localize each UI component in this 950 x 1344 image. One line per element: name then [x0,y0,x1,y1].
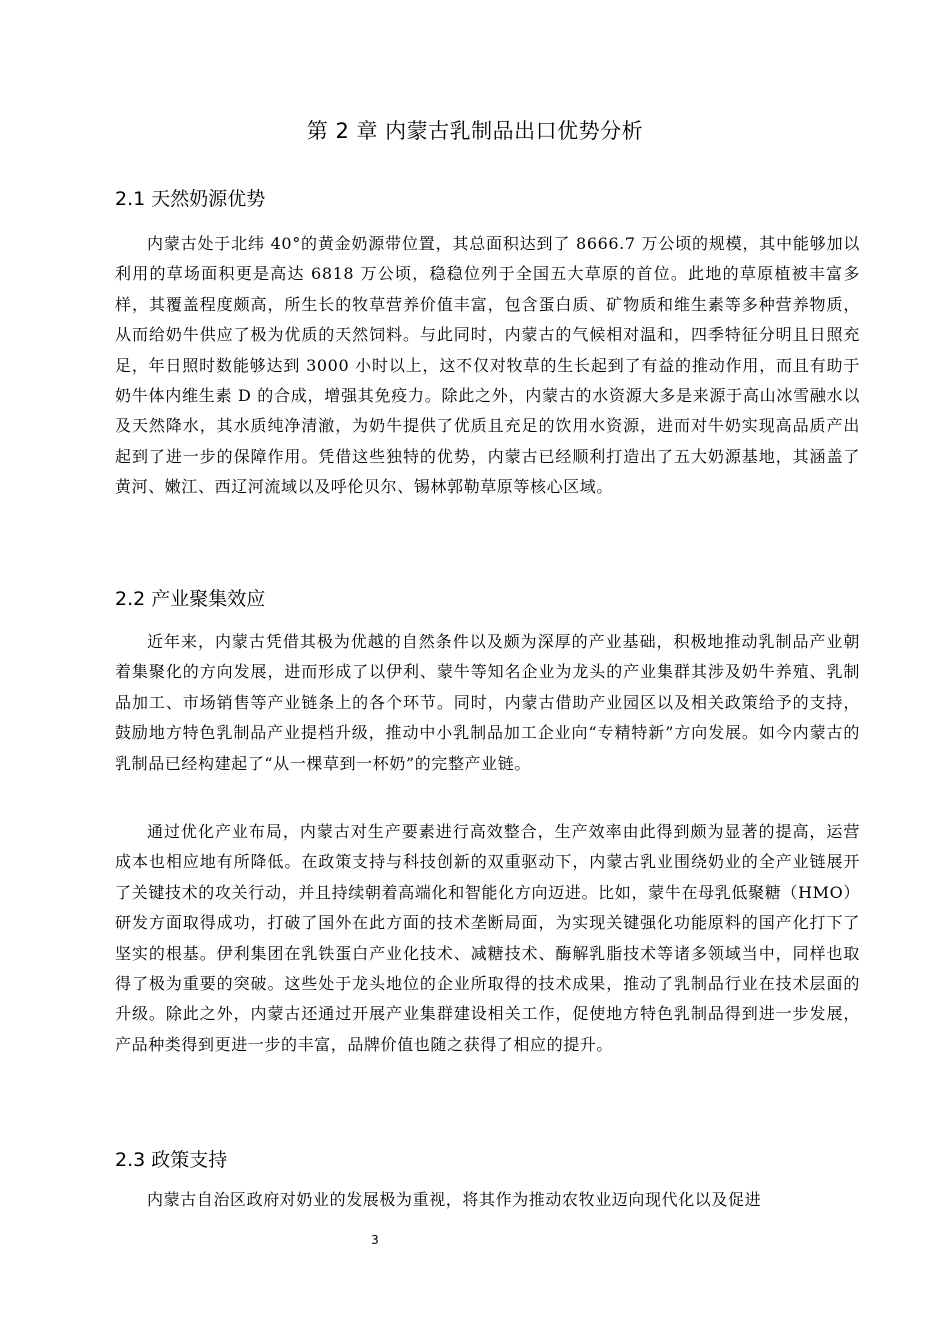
chapter-title: 第 2 章 内蒙古乳制品出口优势分析 [306,119,644,143]
section-2-2-paragraph-2: 通过优化产业布局，内蒙古对生产要素进行高效整合，生产效率由此得到颇为显著的提高，运营成本也相应地有所降低。在政策支持与科技创新的双重驱动下，内蒙古乳业围绕奶业的全产业链展开了关键技术的攻关行动，并且持续朝着高端化和智能化方向迈进。比如，蒙牛在母乳低聚糖（HMO）研发方面取得成功，打破了国外在此方面的技术垄断局面，为实现关键强化功能原料的国产化打下了坚实的根基。伊利集团在乳铁蛋白产业化技术、减糖技术、酶解乳脂技术等诸多领域当中，同样也取得了极为重要的突破。这些处于龙头地位的企业所取得的技术成果，推动了乳制品行业在技术层面的升级。除此之外，内蒙古还通过开展产业集群建设相关工作，促使地方特色乳制品得到进一步发展，产品种类得到更进一步的丰富，品牌价值也随之获得了相应的提升。 [115,822,860,1054]
section-heading-2-1: 2.1 天然奶源优势 [115,188,266,210]
section-2-1-paragraph-1: 内蒙古处于北纬 40°的黄金奶源带位置，其总面积达到了 8666.7 万公顷的规模，其中能够加以利用的草场面积更是高达 6818 万公顷，稳稳位列于全国五大草原的首位。此地的草原植被丰富多样，其覆盖程度颇高，所生长的牧草营养价值丰富，包含蛋白质、矿物质和维生素等多种营养物质，从而给奶牛供应了极为优质的天然饲料。与此同时，内蒙古的气候相对温和，四季特征分明且日照充足，年日照时数能够达到 3000 小时以上，这不仅对牧草的生长起到了有益的推动作用，而且有助于奶牛体内维生素 D 的合成，增强其免疫力。除此之外，内蒙古的水资源大多是来源于高山冰雪融水以及天然降水，其水质纯净清澈，为奶牛提供了优质且充足的饮用水资源，进而对牛奶实现高品质产出起到了进一步的保障作用。凭借这些独特的优势，内蒙古已经顺利打造出了五大奶源基地，其涵盖了黄河、嫩江、西辽河流域以及呼伦贝尔、锡林郭勒草原等核心区域。 [115,234,860,497]
page-number: 3 [371,1233,379,1247]
section-2-3-paragraph-1: 内蒙古自治区政府对奶业的发展极为重视，将其作为推动农牧业迈向现代化以及促进 [147,1190,762,1209]
section-heading-2-3: 2.3 政策支持 [115,1149,228,1171]
section-heading-2-2: 2.2 产业聚集效应 [115,588,266,610]
section-2-2-paragraph-1: 近年来，内蒙古凭借其极为优越的自然条件以及颇为深厚的产业基础，积极地推动乳制品产业朝着集聚化的方向发展，进而形成了以伊利、蒙牛等知名企业为龙头的产业集群其涉及奶牛养殖、乳制品加工、市场销售等产业链条上的各个环节。同时，内蒙古借助产业园区以及相关政策给予的支持，鼓励地方特色乳制品产业提档升级，推动中小乳制品加工企业向“专精特新”方向发展。如今内蒙古的乳制品已经构建起了“从一棵草到一杯奶”的完整产业链。 [115,632,860,773]
